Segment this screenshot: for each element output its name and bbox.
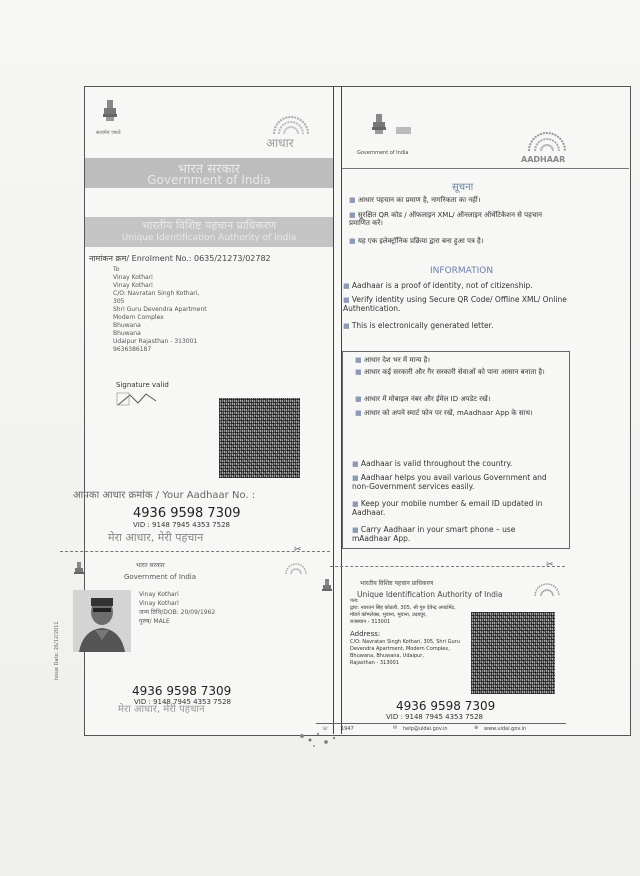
- box-english-item: ■ Aadhaar is valid throughout the country.: [352, 459, 512, 468]
- footer-rule: [316, 723, 566, 724]
- address-line: 9636386187: [113, 346, 152, 353]
- card-vid: VID : 9148 7945 4353 7528: [134, 698, 231, 706]
- box-hindi-item: ■ आधार देश भर में मान्य है।: [355, 356, 430, 364]
- card-name-hindi: Vinay Kothari: [139, 591, 179, 598]
- info-title: INFORMATION: [430, 266, 494, 276]
- suchna-item: ■ यह एक इलेक्ट्रॉनिक प्रक्रिया द्वारा बना हुआ पत्र है।: [349, 237, 483, 245]
- card-qr-code: [471, 612, 555, 694]
- aadhaar-logo-icon: [283, 560, 309, 578]
- box-english-item: ■ Keep your mobile number & email ID updated in Aadhaar.: [352, 499, 552, 517]
- info-item: ■ Aadhaar is a proof of identity, not of citizenship.: [343, 281, 533, 290]
- box-english-item: ■ Carry Aadhaar in your smart phone – use mAadhaar App.: [352, 525, 542, 543]
- address-line: Shri Guru Devendra Apartment: [113, 306, 207, 313]
- suchna-title: सूचना: [452, 182, 474, 193]
- address-line: C/O: Navratan Singh Kothari,: [113, 290, 200, 297]
- your-aadhaar-label: आपका आधार क्रमांक / Your Aadhaar No. :: [73, 490, 256, 501]
- qr-code: [219, 398, 300, 478]
- uidai-hindi: भारतीय विशिष्ट पहचान प्राधिकरण: [141, 219, 277, 232]
- aadhaar-logo-text: AADHAAR: [521, 155, 566, 164]
- emblem-caption: सत्यमेव जयते: [96, 130, 121, 136]
- uidai-english-card: Unique Identification Authority of India: [357, 590, 503, 599]
- ashoka-emblem-icon: [370, 113, 388, 139]
- cut-line: [60, 551, 330, 552]
- address-line: Vinay Kothari: [113, 282, 153, 289]
- ashoka-emblem-icon: [72, 561, 86, 581]
- signature-valid: Signature valid: [116, 381, 169, 389]
- aadhaar-logo-icon: [523, 125, 571, 155]
- center-divider: [333, 86, 334, 734]
- suchna-item: ■ आधार पहचान का प्रमाण है, नागरिकता का नहीं।: [349, 196, 480, 204]
- card-back-vid: VID : 9148 7945 4353 7528: [386, 713, 483, 721]
- issue-date: Issue Date: 26/12/2011: [54, 621, 60, 680]
- address-line: 305: [113, 298, 125, 305]
- aadhaar-logo-text: आधार: [266, 136, 294, 150]
- pata-label: पता:: [350, 598, 359, 604]
- address-card-label: Address:: [350, 630, 381, 638]
- info-box: [342, 351, 570, 549]
- slogan: मेरा आधार, मेरी पहचान: [108, 531, 204, 544]
- government-hindi: भारत सरकार: [177, 162, 241, 177]
- card-gov-english: Government of India: [124, 573, 197, 581]
- info-item: ■ This is electronically generated letter.: [343, 321, 493, 330]
- web-icon: ⊕: [474, 725, 479, 731]
- vid-number: VID : 9148 7945 4353 7528: [133, 521, 230, 529]
- card-gender: पुरुष/ MALE: [139, 618, 170, 625]
- aadhaar-number: 4936 9598 7309: [133, 506, 241, 521]
- address-card-line: Devendra Apartment, Modern Complex,: [350, 646, 450, 652]
- address-card-line: Rajasthan - 313001: [350, 660, 399, 666]
- holder-photo: [73, 590, 131, 652]
- address-line: Modern Complex: [113, 314, 164, 321]
- card-name-english: Vinay Kothari: [139, 600, 179, 607]
- info-item: ■ Verify identity using Secure QR Code/ Offline XML/ Online Authentication.: [343, 295, 578, 313]
- ink-smudge: [296, 726, 342, 750]
- card-gov-hindi: भारत सरकार: [136, 562, 165, 569]
- aadhaar-logo-icon: [532, 580, 562, 600]
- pata-line: द्वारा: नवरतन सिंह कोठारी, 305, श्री गुरु देवेन्द्र अपार्टमेंट,: [350, 605, 456, 611]
- uidai-hindi-card: भारतीय विशिष्ट पहचान प्राधिकरण: [360, 580, 434, 587]
- address-line: Udaipur Rajasthan - 313001: [113, 338, 198, 345]
- card-dob: जन्म तिथि/DOB: 20/09/1962: [139, 609, 216, 616]
- emblem-redaction: [396, 127, 411, 134]
- right-emblem-caption: Government of India: [357, 150, 409, 156]
- ashoka-emblem-icon: [99, 98, 121, 128]
- suchna-item: ■ सुरक्षित QR कोड / ऑफलाइन XML/ ऑनलाइन ऑथेंटिकेशन से पहचान प्रमाणित करें।: [349, 211, 564, 228]
- address-line: Bhuwana: [113, 322, 141, 329]
- pata-line: मॉडर्न कॉम्प्लेक्स, भुवाना, भुवाना, उदयपुर,: [350, 612, 427, 618]
- address-card-line: Bhuwana, Bhuwana, Udaipur,: [350, 653, 424, 659]
- ashoka-emblem-icon: [320, 578, 334, 598]
- address-line: To: [113, 266, 120, 273]
- enrolment-number: नामांकन क्रम/ Enrolment No.: 0635/21273/02782: [89, 254, 271, 263]
- helpline: 1947: [341, 726, 354, 732]
- header-rule: [342, 168, 629, 169]
- address-line: Bhuwana: [113, 330, 141, 337]
- box-english-item: ■ Aadhaar helps you avail various Government and non-Government services easily.: [352, 473, 552, 491]
- phone-icon: ☏: [322, 726, 329, 732]
- cut-line: [330, 566, 565, 567]
- uidai-english: Unique Identification Authority of India: [121, 233, 297, 243]
- help-email: help@uidai.gov.in: [403, 726, 448, 732]
- address-card-line: C/O: Navratan Singh Kothari, 305, Shri Guru: [350, 639, 460, 645]
- signature-stamp-icon: [116, 391, 160, 409]
- box-hindi-item: ■ आधार कई सरकारी और गैर सरकारी सेवाओं को पाना आसान बनाता है।: [355, 368, 545, 376]
- pata-line: राजस्थान - 313001: [350, 619, 391, 625]
- mail-icon: ✉: [393, 725, 398, 731]
- uidai-band: [85, 217, 333, 247]
- box-hindi-item: ■ आधार में मोबाइल नंबर और ईमेल ID अपडेट रखें।: [355, 395, 490, 403]
- box-hindi-item: ■ आधार को अपने स्मार्ट फोन पर रखें, mAadhaar App के साथ।: [355, 409, 555, 417]
- government-band: [85, 158, 333, 188]
- government-english: Government of India: [147, 173, 271, 187]
- address-line: Vinay Kothari: [113, 274, 153, 281]
- scissors-icon: ✂: [546, 560, 554, 570]
- website: www.uidai.gov.in: [484, 726, 527, 732]
- card-back-aadhaar-number: 4936 9598 7309: [396, 699, 496, 713]
- card-slogan: मेरा आधार, मेरी पहचान: [118, 704, 205, 715]
- scissors-icon: ✂: [294, 545, 302, 555]
- card-aadhaar-number: 4936 9598 7309: [132, 684, 232, 698]
